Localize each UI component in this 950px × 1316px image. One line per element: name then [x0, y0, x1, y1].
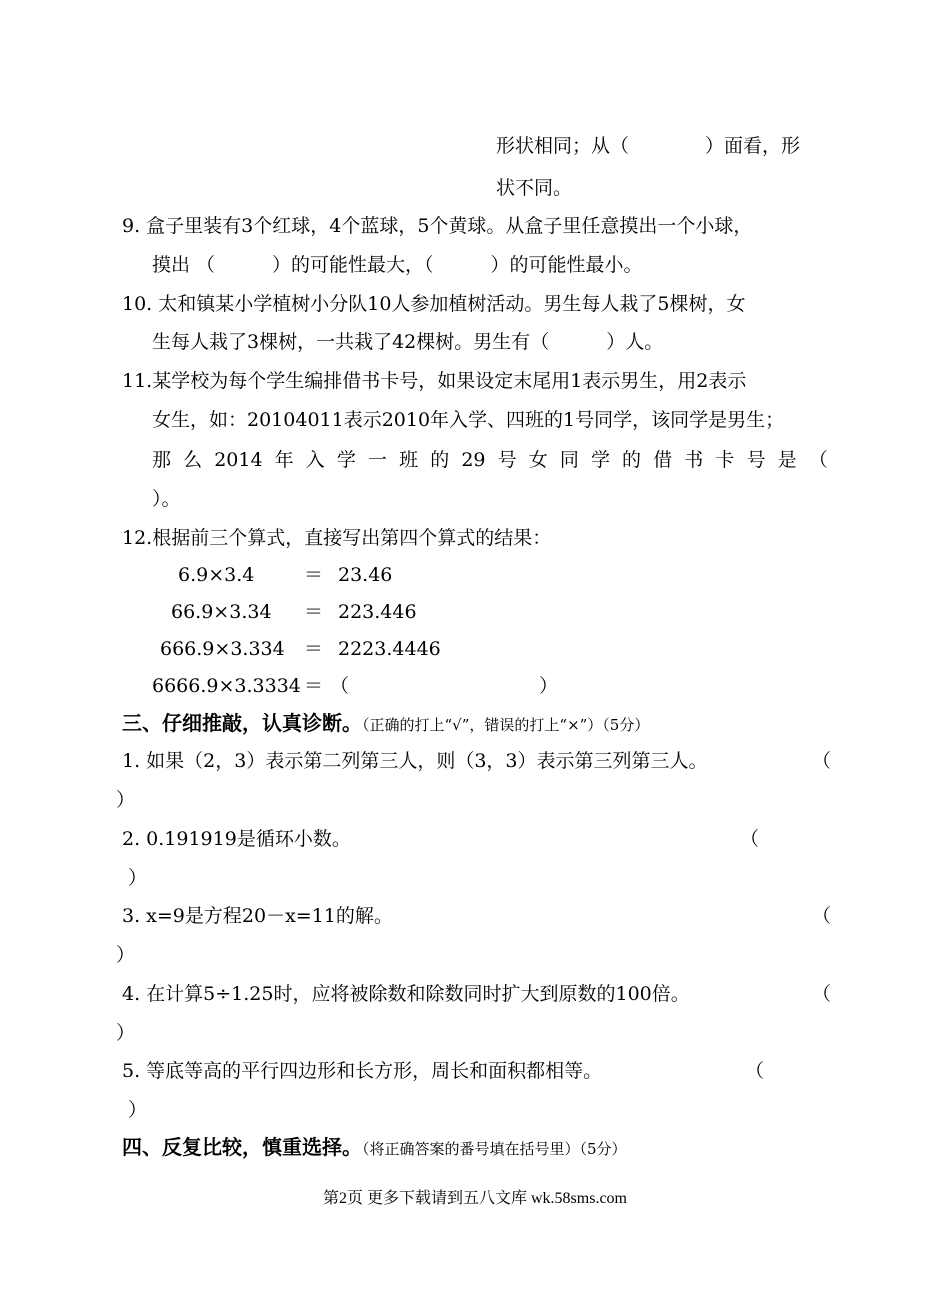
- q10-line1: 10. 太和镇某小学植树小分队10人参加植树活动。男生每人栽了5棵树，女: [122, 293, 746, 315]
- q11-line3-char: 的: [622, 449, 642, 471]
- q11-line3-char: 借: [653, 449, 673, 471]
- section3-title: 三、仔细推敲，认真诊断。: [122, 711, 362, 735]
- s3-item3-text: 3. x=9是方程20－x=11的解。: [122, 905, 393, 927]
- section4-note: （将正确答案的番号填在括号里）（5分）: [362, 1140, 627, 1158]
- q11-line3-char: 2014: [214, 449, 263, 471]
- q11-line3-char: 么: [183, 449, 203, 471]
- q11-line3-char: 那: [152, 449, 172, 471]
- q11-line3-char: （: [808, 449, 828, 471]
- s3-item5-open[interactable]: （: [745, 1060, 765, 1082]
- s3-item1-close[interactable]: ）: [116, 789, 136, 811]
- s3-item5-text: 5. 等底等高的平行四边形和长方形，周长和面积都相等。: [122, 1060, 603, 1082]
- q11-line3-char: 的: [430, 449, 450, 471]
- q12-row4-answer-blank[interactable]: （ ）: [330, 675, 559, 697]
- q12-row1-expr: 6.9×3.4: [178, 564, 255, 586]
- s3-item2-text: 2. 0.191919是循环小数。: [122, 828, 351, 850]
- q11-line3-char: 同: [559, 449, 579, 471]
- q12-row3-result: 2223.4446: [338, 638, 441, 660]
- q11-line4: ）。: [152, 488, 181, 510]
- q12-row1-eq: ＝: [304, 564, 324, 586]
- q11-line3-char: 是: [777, 449, 797, 471]
- s3-item4-text: 4. 在计算5÷1.25时，应将被除数和除数同时扩大到原数的100倍。: [122, 983, 690, 1005]
- s3-item5-close[interactable]: ）: [128, 1099, 148, 1121]
- q12-row4-expr: 6666.9×3.3334: [152, 675, 301, 697]
- q11-line3-char: 入: [305, 449, 325, 471]
- q12-row2-result: 223.446: [338, 601, 417, 623]
- q11-line3-char: 号: [746, 449, 766, 471]
- q11-line1: 11.某学校为每个学生编排借书卡号，如果设定末尾用1表示男生，用2表示: [122, 370, 747, 392]
- s3-item1-open[interactable]: （: [812, 750, 832, 772]
- q11-line3: [152, 448, 828, 472]
- q11-line3-char: 学: [590, 449, 610, 471]
- s3-item4-open[interactable]: （: [812, 983, 832, 1005]
- q12-row3-eq: ＝: [304, 638, 324, 660]
- section3-note: （正确的打上“√”，错误的打上“×”）（5分）: [362, 716, 650, 734]
- q8-line1: 形状相同；从（ ）面看，形: [496, 135, 801, 157]
- q12-row2-expr: 66.9×3.34: [171, 601, 272, 623]
- q11-line3-char: 29: [461, 449, 486, 471]
- q9-line2: 摸出 （ ）的可能性最大，（ ）的可能性最小。: [152, 254, 643, 276]
- q11-line3-char: 一: [368, 449, 388, 471]
- s3-item3-open[interactable]: （: [812, 905, 832, 927]
- s3-item4-close[interactable]: ）: [116, 1022, 136, 1044]
- q12-intro: 12.根据前三个算式，直接写出第四个算式的结果：: [122, 527, 552, 549]
- q12-row4-eq: ＝: [304, 675, 324, 697]
- s3-item2-open[interactable]: （: [740, 828, 760, 850]
- q11-line2: 女生，如：20104011表示2010年入学、四班的1号同学，该同学是男生；: [152, 409, 785, 431]
- q9-line1: 9. 盒子里装有3个红球，4个蓝球，5个黄球。从盒子里任意摸出一个小球，: [122, 215, 753, 237]
- q8-line2: 状不同。: [496, 177, 573, 199]
- q11-line3-char: 卡: [715, 449, 735, 471]
- q11-line3-char: 学: [336, 449, 356, 471]
- q12-row3-expr: 666.9×3.334: [160, 638, 285, 660]
- s3-item2-close[interactable]: ）: [128, 867, 148, 889]
- section4-title: 四、反复比较，慎重选择。: [122, 1135, 362, 1159]
- page-footer: 第2页 更多下载请到五八文库 wk.58sms.com: [322, 1190, 627, 1207]
- q11-line3-char: 号: [497, 449, 517, 471]
- q11-line3-char: 女: [528, 449, 548, 471]
- q11-line3-char: 书: [684, 449, 704, 471]
- s3-item3-close[interactable]: ）: [116, 944, 136, 966]
- q11-line3-char: 班: [399, 449, 419, 471]
- section4-heading: [122, 1135, 627, 1161]
- s3-item1-text: 1. 如果（2，3）表示第二列第三人，则（3，3）表示第三列第三人。: [122, 750, 708, 772]
- q12-row2-eq: ＝: [304, 601, 324, 623]
- q12-row1-result: 23.46: [338, 564, 393, 586]
- q11-line3-char: 年: [274, 449, 294, 471]
- section3-heading: [122, 711, 649, 737]
- q10-line2: 生每人栽了3棵树，一共栽了42棵树。男生有（ ）人。: [152, 331, 664, 353]
